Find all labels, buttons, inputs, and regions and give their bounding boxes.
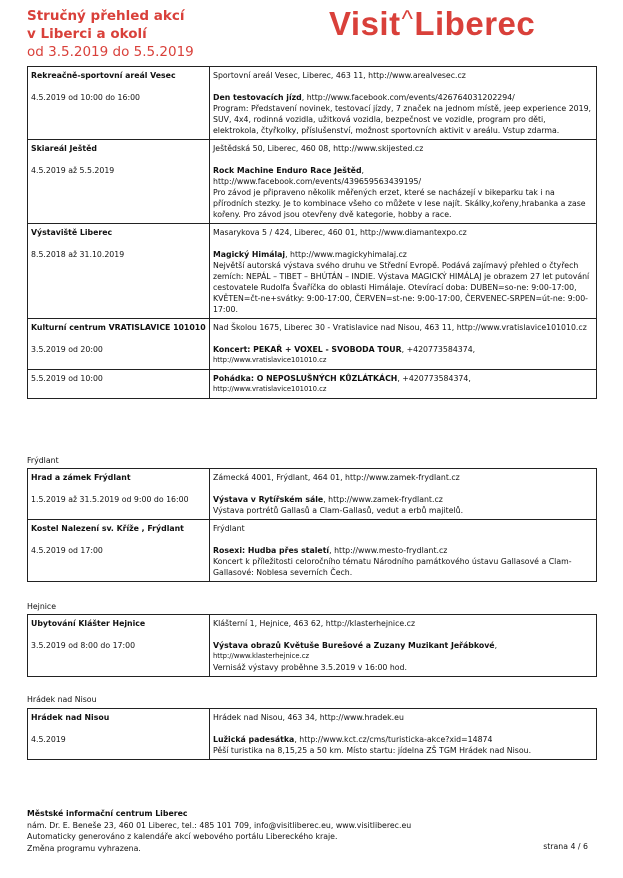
spacer bbox=[31, 238, 206, 249]
event-row bbox=[28, 67, 596, 140]
event-detail-cell bbox=[210, 140, 596, 223]
page-title bbox=[27, 7, 327, 61]
event-heading bbox=[213, 344, 592, 355]
spacer bbox=[213, 629, 592, 640]
venue-cell bbox=[28, 520, 210, 581]
venue-cell bbox=[28, 140, 210, 223]
event-description: Vernisáž výstavy proběhne 3.5.2019 v 16:00 hod. bbox=[213, 663, 407, 672]
event-title: Lužická padesátka bbox=[213, 735, 295, 744]
venue-address: Sportovní areál Vesec, Liberec, 463 11, http://www.arealvesec.cz bbox=[213, 71, 466, 80]
event-row bbox=[28, 469, 596, 520]
event-title: Pohádka: O NEPOSLUŠNÝCH KŮZLÁTKÁCH bbox=[213, 374, 398, 383]
event-date: 3.5.2019 od 20:00 bbox=[31, 345, 103, 354]
spacer bbox=[31, 81, 206, 92]
event-date: 8.5.2018 až 31.10.2019 bbox=[31, 250, 125, 259]
venue-name: Ubytování Klášter Hejnice bbox=[31, 619, 146, 628]
event-heading bbox=[213, 373, 592, 384]
spacer bbox=[213, 723, 592, 734]
venue-name: Skiareál Ještěd bbox=[31, 144, 97, 153]
spacer bbox=[213, 534, 592, 545]
event-description: Koncert k příležitosti celoročního tématu Národního památkového ústavu Gallasové a Clam-Gallasové: Noblesa severních Čech. bbox=[213, 557, 572, 577]
event-title: Rosexi: Hudba přes staletí bbox=[213, 546, 330, 555]
title-line-2: v Liberci a okolí bbox=[27, 26, 147, 42]
visit-liberec-logo bbox=[329, 4, 609, 44]
venue-cell bbox=[28, 67, 210, 139]
event-heading bbox=[213, 92, 592, 103]
venue-cell bbox=[28, 469, 210, 519]
event-contact: , bbox=[361, 166, 365, 175]
event-contact: , http://www.zamek-frydlant.cz bbox=[323, 495, 443, 504]
event-heading bbox=[213, 545, 592, 556]
section-label: Frýdlant bbox=[27, 456, 59, 465]
venue-cell bbox=[28, 319, 210, 369]
event-title: Magický Himálaj bbox=[213, 250, 286, 259]
event-heading bbox=[213, 165, 592, 176]
event-date: 4.5.2019 bbox=[31, 735, 66, 744]
event-detail-cell bbox=[210, 615, 596, 676]
event-row bbox=[28, 224, 596, 319]
event-title: Rock Machine Enduro Race Ještěd bbox=[213, 166, 362, 175]
spacer bbox=[213, 81, 592, 92]
section-label: Hejnice bbox=[27, 602, 57, 611]
event-detail-cell bbox=[210, 224, 596, 318]
date-range: od 3.5.2019 do 5.5.2019 bbox=[27, 44, 194, 60]
events-table bbox=[27, 614, 597, 677]
venue-name: Výstaviště Liberec bbox=[31, 228, 113, 237]
event-url: http://www.facebook.com/events/439659563439195/ bbox=[213, 177, 422, 186]
event-detail-cell bbox=[210, 520, 596, 581]
venue-name: Hrad a zámek Frýdlant bbox=[31, 473, 131, 482]
event-heading bbox=[213, 494, 592, 505]
spacer bbox=[31, 483, 206, 494]
venue-address: Ještědská 50, Liberec, 460 08, http://www.skijested.cz bbox=[213, 144, 424, 153]
spacer bbox=[31, 629, 206, 640]
spacer bbox=[213, 333, 592, 344]
event-detail-cell bbox=[210, 709, 596, 759]
event-date: 4.5.2019 od 17:00 bbox=[31, 546, 103, 555]
section-label: Hrádek nad Nisou bbox=[27, 695, 97, 704]
footer-address: nám. Dr. E. Beneše 23, 460 01 Liberec, tel.: 485 101 709, info@visitliberec.eu, www.visitliberec.eu bbox=[27, 820, 412, 830]
events-table bbox=[27, 468, 597, 582]
event-description: Největší autorská výstava svého druhu ve Střední Evropě. Podává zajímavý přehled o čtyřech zemích: NEPÁL – TIBET – BHÚTÁN – INDIE. Výstava MAGICKÝ HIMÁLAJ je obrazem 27 let putování cestovatele Rudolfa Švaříčka do oblasti Himálaje. Otevírací doba: DUBEN=so-ne: 9:00-17:00, KVĚTEN=čt-ne+svátky: 9:00-17:00, ČERVEN=st-ne: 9:00-17:00, ČERVENEC-SRPEN=út-ne: 9:00-17:00. bbox=[213, 261, 590, 314]
events-table bbox=[27, 708, 597, 760]
spacer bbox=[31, 154, 206, 165]
event-row bbox=[28, 319, 596, 370]
footer bbox=[27, 808, 597, 854]
event-row bbox=[28, 520, 596, 581]
event-detail-cell bbox=[210, 67, 596, 139]
event-detail-cell bbox=[210, 469, 596, 519]
venue-name: Kulturní centrum VRATISLAVICE 101010 bbox=[31, 323, 206, 332]
event-url: http://www.klasterhejnice.cz bbox=[213, 652, 310, 660]
events-table bbox=[27, 66, 597, 399]
event-contact: , bbox=[494, 641, 498, 650]
footer-note-generated: Automaticky generováno z kalendáře akcí webového portálu Libereckého kraje. bbox=[27, 832, 338, 841]
title-line-1: Stručný přehled akcí bbox=[27, 8, 185, 24]
logo-word-liberec: Liberec bbox=[414, 5, 536, 42]
spacer bbox=[213, 483, 592, 494]
event-contact: , http://www.facebook.com/events/426764031202294/ bbox=[301, 93, 515, 102]
event-date: 4.5.2019 až 5.5.2019 bbox=[31, 166, 115, 175]
event-contact: , +420773584374, bbox=[401, 345, 476, 354]
event-description: Pěší turistika na 8,15,25 a 50 km. Místo startu: jídelna ZŠ TGM Hrádek nad Nisou. bbox=[213, 746, 532, 755]
event-row bbox=[28, 615, 596, 676]
event-contact: , http://www.kct.cz/cms/turisticka-akce?xid=14874 bbox=[294, 735, 493, 744]
event-url: http://www.vratislavice101010.cz bbox=[213, 385, 327, 393]
venue-name: Hrádek nad Nisou bbox=[31, 713, 110, 722]
event-contact: , http://www.mesto-frydlant.cz bbox=[329, 546, 448, 555]
event-title: Výstava v Rytířském sále bbox=[213, 495, 324, 504]
event-detail-cell bbox=[210, 370, 596, 398]
page-number: strana 4 / 6 bbox=[543, 842, 588, 851]
event-row bbox=[28, 370, 596, 398]
event-heading bbox=[213, 640, 592, 651]
venue-cell bbox=[28, 224, 210, 318]
event-date: 5.5.2019 od 10:00 bbox=[31, 374, 103, 383]
event-title: Koncert: PEKAŘ + VOXEL - SVOBODA TOUR bbox=[213, 345, 402, 354]
event-row bbox=[28, 140, 596, 224]
venue-cell bbox=[28, 615, 210, 676]
event-row bbox=[28, 709, 596, 759]
venue-address: Frýdlant bbox=[213, 524, 245, 533]
logo-caret: ^ bbox=[401, 6, 414, 33]
event-contact: , +420773584374, bbox=[397, 374, 471, 383]
event-description: Výstava portrétů Gallasů a Clam-Gallasů, vedut a erbů majitelů. bbox=[213, 506, 464, 515]
spacer bbox=[213, 154, 592, 165]
event-heading bbox=[213, 249, 592, 260]
venue-name: Rekreačně-sportovní areál Vesec bbox=[31, 71, 176, 80]
footer-note-changes: Změna programu vyhrazena. bbox=[27, 843, 141, 853]
spacer bbox=[31, 534, 206, 545]
event-url: http://www.vratislavice101010.cz bbox=[213, 356, 327, 364]
venue-address: Nad Školou 1675, Liberec 30 - Vratislavice nad Nisou, 463 11, http://www.vratislavice101010.cz bbox=[213, 323, 587, 332]
venue-address: Zámecká 4001, Frýdlant, 464 01, http://www.zamek-frydlant.cz bbox=[213, 473, 460, 482]
event-description: Program: Představení novinek, testovací jízdy, 7 značek na jednom místě, jeep experience 2019, SUV, 4x4, rodinná vozidla, užitková vozidla, bezpečnost ve vozidle, program pro děti, elektrokola, čtyřkolky, příslušenství, možnost sportovních aktivit v areálu. Vstup zdarma. bbox=[213, 104, 592, 135]
logo-word-visit: Visit bbox=[329, 5, 401, 42]
venue-address: Klášterní 1, Hejnice, 463 62, http://klasterhejnice.cz bbox=[213, 619, 416, 628]
spacer bbox=[31, 723, 206, 734]
event-detail-cell bbox=[210, 319, 596, 369]
spacer bbox=[213, 238, 592, 249]
venue-cell bbox=[28, 370, 210, 398]
spacer bbox=[31, 333, 206, 344]
event-date: 3.5.2019 od 8:00 do 17:00 bbox=[31, 641, 136, 650]
venue-cell bbox=[28, 709, 210, 759]
event-title: Den testovacích jízd bbox=[213, 93, 302, 102]
event-date: 1.5.2019 až 31.5.2019 od 9:00 do 16:00 bbox=[31, 495, 189, 504]
event-heading bbox=[213, 734, 592, 745]
venue-address: Masarykova 5 / 424, Liberec, 460 01, http://www.diamantexpo.cz bbox=[213, 228, 467, 237]
footer-org: Městské informační centrum Liberec bbox=[27, 809, 188, 818]
venue-name: Kostel Nalezení sv. Kříže , Frýdlant bbox=[31, 524, 184, 533]
venue-address: Hrádek nad Nisou, 463 34, http://www.hradek.eu bbox=[213, 713, 404, 722]
event-date: 4.5.2019 od 10:00 do 16:00 bbox=[31, 93, 141, 102]
event-description: Pro závod je připraveno několik měřených erzet, které se nacházejí v bikeparku tak i na přírodních stezky. Je to kombinace všeho co můžete v lese najít. Skálky,kořeny,hrabanka a zase kořeny. Pro závod jsou otevřeny dvě kategorie, hobby a race. bbox=[213, 188, 586, 219]
event-contact: , http://www.magickyhimalaj.cz bbox=[285, 250, 407, 259]
event-title: Výstava obrazů Květuše Burešové a Zuzany Muzikant Jeřábkové bbox=[213, 641, 495, 650]
